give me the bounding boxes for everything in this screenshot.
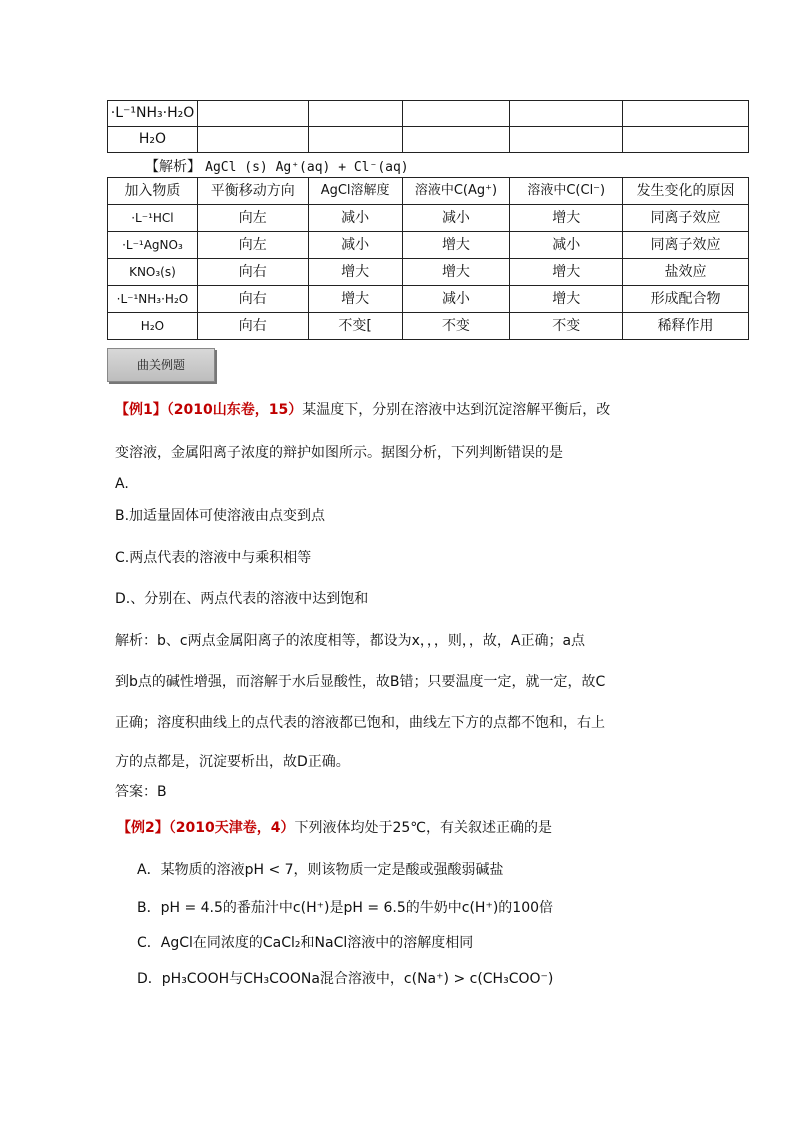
ex1-explanation-4: 方的点都是，沉淀要析出，故D正确。 — [115, 754, 350, 770]
ex2-option-c: C．AgCl在同浓度的CaCl₂和NaCl溶液中的溶解度相同 — [137, 935, 474, 951]
ex2-stem — [117, 817, 552, 837]
table-cell: KNO₃(s) — [108, 259, 198, 286]
table-row — [108, 259, 749, 286]
analysis-line — [145, 156, 409, 176]
table-cell: 向右 — [197, 286, 308, 313]
table-cell: 减小 — [402, 205, 510, 232]
table-cell: 盐效应 — [623, 259, 749, 286]
table-row — [108, 232, 749, 259]
table-cell: 不变[ — [308, 313, 402, 340]
ex1-source: （2010山东卷，15） — [166, 402, 303, 418]
table-cell: 减小 — [510, 232, 623, 259]
table-cell: 减小 — [308, 232, 402, 259]
ex2-tag: 【例2】 — [117, 820, 169, 836]
ex1-option-c: C.两点代表的溶液中与乘积相等 — [115, 550, 312, 566]
table-cell — [510, 101, 623, 127]
ex1-explanation-3: 正确；溶度积曲线上的点代表的溶液都已饱和，曲线左下方的点都不饱和，右上 — [115, 715, 605, 731]
ex2-option-a: A．某物质的溶液pH < 7，则该物质一定是酸或强酸弱碱盐 — [137, 862, 504, 878]
table-cell: 不变 — [510, 313, 623, 340]
section-header-button — [107, 348, 215, 382]
table-cell: H₂O — [108, 127, 198, 153]
table-cell — [402, 127, 510, 153]
analysis-label: 【解析】 — [145, 159, 201, 175]
section-header-label: 曲关例题 — [136, 358, 185, 372]
table-cell — [197, 101, 308, 127]
header-cell: 发生变化的原因 — [623, 178, 749, 205]
table-cell: 增大 — [308, 259, 402, 286]
table-header-row — [108, 178, 749, 205]
table-cell: H₂O — [108, 313, 198, 340]
table-cell: ·L⁻¹AgNO₃ — [108, 232, 198, 259]
ex2-option-d: D．pH₃COOH与CH₃COONa混合溶液中，c(Na⁺) > c(CH₃COO⁻) — [137, 971, 554, 987]
table-cell — [402, 101, 510, 127]
ex2-option-b: B．pH = 4.5的番茄汁中c(H⁺)是pH = 6.5的牛奶中c(H⁺)的100倍 — [137, 900, 554, 916]
table-row — [108, 313, 749, 340]
table-cell — [510, 127, 623, 153]
table-cell: 向左 — [197, 205, 308, 232]
ex1-option-b: B.加适量固体可使溶液由点变到点 — [115, 508, 326, 524]
table-cell — [623, 127, 749, 153]
table-cell — [308, 101, 402, 127]
header-cell: 溶液中C(Cl⁻) — [510, 178, 623, 205]
table-cell: 增大 — [510, 205, 623, 232]
table-cell: 增大 — [510, 259, 623, 286]
table-cell: 向左 — [197, 232, 308, 259]
main-table — [107, 177, 749, 340]
table-cell: ·L⁻¹HCl — [108, 205, 198, 232]
top-table — [107, 100, 749, 153]
ex1-explanation-2: 到b点的碱性增强，而溶解于水后显酸性，故B错；只要温度一定，就一定，故C — [115, 674, 606, 690]
header-cell: 平衡移动方向 — [197, 178, 308, 205]
table-cell: 增大 — [402, 259, 510, 286]
table-cell: 同离子效应 — [623, 205, 749, 232]
ex1-option-a: A. — [115, 476, 129, 492]
table-row — [108, 205, 749, 232]
ex1-tag: 【例1】 — [115, 402, 167, 418]
ex1-stem1: 某温度下，分别在溶液中达到沉淀溶解平衡后，改 — [302, 402, 611, 418]
ex1-stem-line2: 变溶液，金属阳离子浓度的辩护如图所示。据图分析，下列判断错误的是 — [115, 445, 563, 461]
table-cell: ·L⁻¹NH₃·H₂O — [108, 286, 198, 313]
header-cell: 加入物质 — [108, 178, 198, 205]
table-cell: 不变 — [402, 313, 510, 340]
table-cell: ·L⁻¹NH₃·H₂O — [108, 101, 198, 127]
table-cell: 形成配合物 — [623, 286, 749, 313]
table-cell — [197, 127, 308, 153]
analysis-equation: AgCl (s) Ag⁺(aq) + Cl⁻(aq) — [205, 160, 409, 175]
table-cell — [623, 101, 749, 127]
ex1-stem-line1 — [115, 399, 610, 419]
ex1-explanation-1: 解析：b、c两点金属阳离子的浓度相等，都设为x，，，则，，故，A正确；a点 — [115, 633, 586, 649]
table-cell: 向右 — [197, 259, 308, 286]
table-cell: 减小 — [402, 286, 510, 313]
table-cell: 增大 — [308, 286, 402, 313]
table-cell: 向右 — [197, 313, 308, 340]
table-cell: 减小 — [308, 205, 402, 232]
ex2-stem-text: 下列液体均处于25℃，有关叙述正确的是 — [294, 820, 553, 836]
table-cell: 稀释作用 — [623, 313, 749, 340]
table-cell: 增大 — [510, 286, 623, 313]
table-cell — [308, 127, 402, 153]
table-cell: 同离子效应 — [623, 232, 749, 259]
ex1-option-d: D.、分别在、两点代表的溶液中达到饱和 — [115, 591, 369, 607]
ex1-answer: 答案：B — [115, 784, 167, 800]
ex2-source: （2010天津卷，4） — [168, 820, 295, 836]
header-cell: AgCl溶解度 — [308, 178, 402, 205]
table-cell: 增大 — [402, 232, 510, 259]
table-row — [108, 101, 749, 127]
header-cell: 溶液中C(Ag⁺) — [402, 178, 510, 205]
table-row — [108, 127, 749, 153]
table-row — [108, 286, 749, 313]
